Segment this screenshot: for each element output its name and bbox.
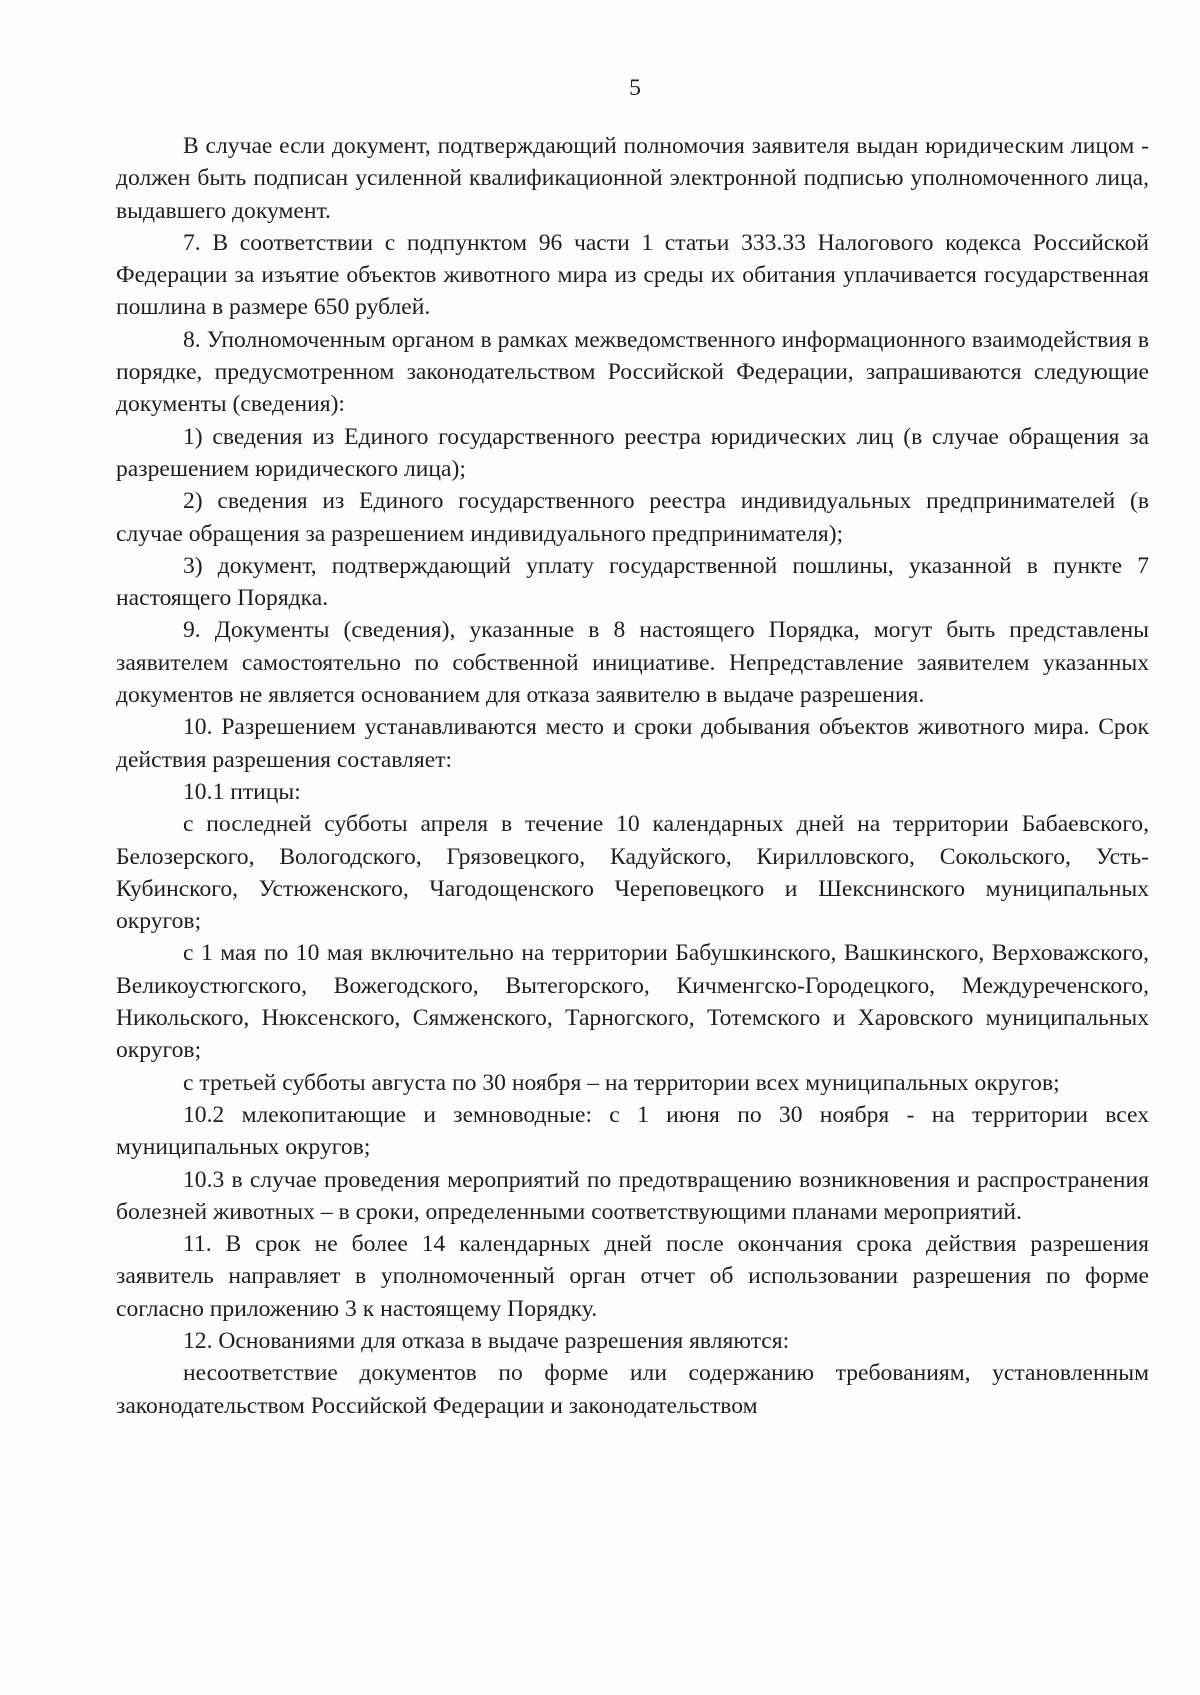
paragraph-birds-may-period: с 1 мая по 10 мая включительно на территории Бабушкинского, Вашкинского, Верховажского, Великоустюгского, Вожегодского, Вытегорского, Кичменгско-Городецкого, Междуреченского, Никольского, Нюксенского, Сямженского, Тарногского, Тотемского и Харовского муниципальных округов; <box>116 940 1149 1064</box>
paragraph-item-12-refusal-grounds: 12. Основаниями для отказа в выдаче разрешения являются: <box>183 1327 790 1354</box>
paragraph-birds-april-period: с последней субботы апреля в течение 10 календарных дней на территории Бабаевского, Белозерского, Вологодского, Грязовецкого, Кадуйского, Кирилловского, Сокольского, Усть-Кубинского, Устюженского, Чагодощенского Череповецкого и Шекснинского муниципальных округов; <box>116 811 1149 935</box>
paragraph-item-10-permit-terms: 10. Разрешением устанавливаются место и сроки добывания объектов животного мира. Срок действия разрешения составляет: <box>116 714 1149 773</box>
paragraph-item-10-2-mammals: 10.2 млекопитающие и земноводные: с 1 июня по 30 ноября - на территории всех муниципальных округов; <box>116 1101 1149 1161</box>
document-body <box>116 130 1149 1422</box>
paragraph-item-11-report: 11. В срок не более 14 календарных дней после окончания срока действия разрешения заявитель направляет в уполномоченный орган отчет об использовании разрешения по форме согласно приложению 3 к настоящему Порядку. <box>116 1231 1149 1322</box>
paragraph-item-10-3-disease-prevention: 10.3 в случае проведения мероприятий по предотвращению возникновения и распространения болезней животных – в сроки, определенными соответствующими планами мероприятий. <box>116 1166 1149 1225</box>
paragraph-subitem-2-entrepreneurs: 2) сведения из Единого государственного реестра индивидуальных предпринимателей (в случае обращения за разрешением индивидуального предпринимателя); <box>116 488 1149 547</box>
paragraph-authority-signature: В случае если документ, подтверждающий полномочия заявителя выдан юридическим лицом - должен быть подписан усиленной квалификационной электронной подписью уполномоченного лица, выдавшего документ. <box>116 133 1149 224</box>
paragraph-item-9-own-initiative: 9. Документы (сведения), указанные в 8 настоящего Порядка, могут быть представлены заявителем самостоятельно по собственной инициативе. Непредставление заявителем указанных документов не является основанием для отказа заявителю в выдаче разрешения. <box>116 617 1149 709</box>
paragraph-refusal-nonconformity: несоответствие документов по форме или содержанию требованиям, установленным законодательством Российской Федерации и законодательством <box>116 1360 1149 1419</box>
paragraph-subitem-1-legal-entities: 1) сведения из Единого государственного реестра юридических лиц (в случае обращения за разрешением юридического лица); <box>116 423 1149 482</box>
paragraph-item-8-requested-documents: 8. Уполномоченным органом в рамках межведомственного информационного взаимодействия в порядке, предусмотренном законодательством Российской Федерации, запрашиваются следующие документы (сведения): <box>116 326 1149 418</box>
paragraph-item-7-state-duty: 7. В соответствии с подпунктом 96 части 1 статьи 333.33 Налогового кодекса Российской Федерации за изъятие объектов животного мира из среды их обитания уплачивается государственная пошлина в размере 650 рублей. <box>116 229 1149 321</box>
paragraph-birds-august-period: с третьей субботы августа по 30 ноября – на территории всех муниципальных округов; <box>183 1069 1060 1096</box>
paragraph-subitem-3-duty-payment: 3) документ, подтверждающий уплату государственной пошлины, указанной в пункте 7 настоящего Порядка. <box>116 552 1149 612</box>
paragraph-item-10-1-birds: 10.1 птицы: <box>183 778 301 805</box>
page-number: 5 <box>629 75 641 101</box>
